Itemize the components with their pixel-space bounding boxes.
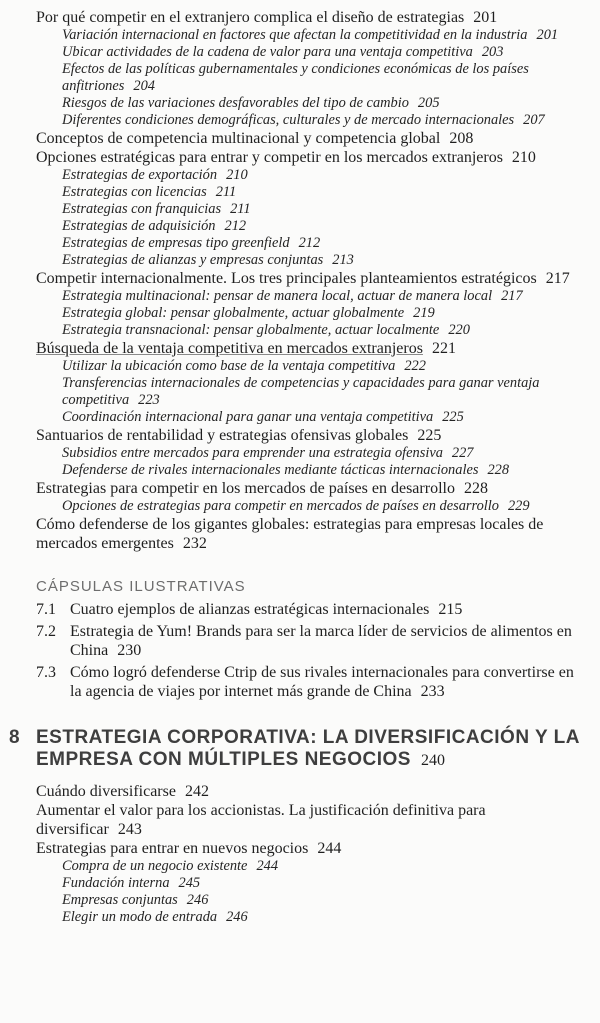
table-of-contents xyxy=(9,8,588,926)
toc-subentry: Empresas conjuntas 246 xyxy=(62,892,209,908)
toc-block-2 xyxy=(36,782,588,926)
toc-block-1 xyxy=(36,8,588,553)
toc-subentry: Elegir un modo de entrada 246 xyxy=(62,909,248,925)
toc-subentry: Estrategia global: pensar globalmente, actuar globalmente 219 xyxy=(62,305,435,321)
toc-entry: Cómo defenderse de los gigantes globales: estrategias para empresas locales de mercados emergentes 232 xyxy=(36,516,544,552)
toc-subentry: Riesgos de las variaciones desfavorables del tipo de cambio 205 xyxy=(62,95,440,111)
toc-subentry: Transferencias internacionales de competencias y capacidades para ganar ventaja competitiva 223 xyxy=(62,375,540,408)
toc-entry: Competir internacionalmente. Los tres principales planteamientos estratégicos 217 xyxy=(36,270,570,287)
chapter-heading xyxy=(9,727,588,772)
toc-entry: Estrategias para competir en los mercados de países en desarrollo 228 xyxy=(36,480,488,497)
toc-subentry: Estrategias de adquisición 212 xyxy=(62,218,247,234)
capsula-item: 7.2 Estrategia de Yum! Brands para ser la marca líder de servicios de alimentos en China 230 xyxy=(36,623,572,659)
capsula-item: 7.1 Cuatro ejemplos de alianzas estratégicas internacionales 215 xyxy=(36,601,463,618)
toc-subentry: Estrategia multinacional: pensar de manera local, actuar de manera local 217 xyxy=(62,288,523,304)
chapter-number: 8 xyxy=(9,727,21,748)
toc-entry: Cuándo diversificarse 242 xyxy=(36,783,209,800)
toc-subentry: Estrategia transnacional: pensar globalmente, actuar localmente 220 xyxy=(62,322,470,338)
toc-subentry: Efectos de las políticas gubernamentales y condiciones económicas de los países anfitriones 204 xyxy=(62,61,529,94)
toc-entry: Búsqueda de la ventaja competitiva en mercados extranjeros 221 xyxy=(36,340,456,357)
toc-entry: Estrategias para entrar en nuevos negocios 244 xyxy=(36,840,342,857)
toc-subentry: Estrategias de empresas tipo greenfield 212 xyxy=(62,235,321,251)
toc-subentry: Estrategias de exportación 210 xyxy=(62,167,248,183)
toc-subentry: Compra de un negocio existente 244 xyxy=(62,858,279,874)
chapter-page: 240 xyxy=(420,752,445,769)
toc-subentry: Subsidios entre mercados para emprender una estrategia ofensiva 227 xyxy=(62,445,474,461)
toc-subentry: Coordinación internacional para ganar una ventaja competitiva 225 xyxy=(62,409,464,425)
capsulas-heading: CÁPSULAS ILUSTRATIVAS xyxy=(36,578,246,595)
toc-entry: Por qué competir en el extranjero complica el diseño de estrategias 201 xyxy=(36,9,498,26)
toc-subentry: Opciones de estrategias para competir en mercados de países en desarrollo 229 xyxy=(62,498,530,514)
toc-entry: Conceptos de competencia multinacional y competencia global 208 xyxy=(36,130,474,147)
toc-subentry: Estrategias con licencias 211 xyxy=(62,184,237,200)
toc-subentry: Variación internacional en factores que afectan la competitividad en la industria 201 xyxy=(62,27,559,43)
toc-entry: Aumentar el valor para los accionistas. La justificación definitiva para diversificar 243 xyxy=(36,802,486,838)
capsulas-list xyxy=(36,600,588,701)
toc-subentry: Fundación interna 245 xyxy=(62,875,201,891)
toc-entry: Opciones estratégicas para entrar y competir en los mercados extranjeros 210 xyxy=(36,149,536,166)
capsula-item: 7.3 Cómo logró defenderse Ctrip de sus rivales internacionales para convertirse en la agencia de viajes por internet más grande de China 233 xyxy=(36,664,574,700)
toc-entry: Santuarios de rentabilidad y estrategias ofensivas globales 225 xyxy=(36,427,442,444)
toc-subentry: Diferentes condiciones demográficas, culturales y de mercado internacionales 207 xyxy=(62,112,545,128)
toc-subentry: Estrategias de alianzas y empresas conjuntas 213 xyxy=(62,252,354,268)
chapter-title: ESTRATEGIA CORPORATIVA: LA DIVERSIFICACIÓN Y LA EMPRESA CON MÚLTIPLES NEGOCIOS xyxy=(36,727,580,770)
toc-subentry: Utilizar la ubicación como base de la ventaja competitiva 222 xyxy=(62,358,426,374)
toc-subentry: Defenderse de rivales internacionales mediante tácticas internacionales 228 xyxy=(62,462,510,478)
toc-subentry: Estrategias con franquicias 211 xyxy=(62,201,251,217)
toc-subentry: Ubicar actividades de la cadena de valor para una ventaja competitiva 203 xyxy=(62,44,504,60)
